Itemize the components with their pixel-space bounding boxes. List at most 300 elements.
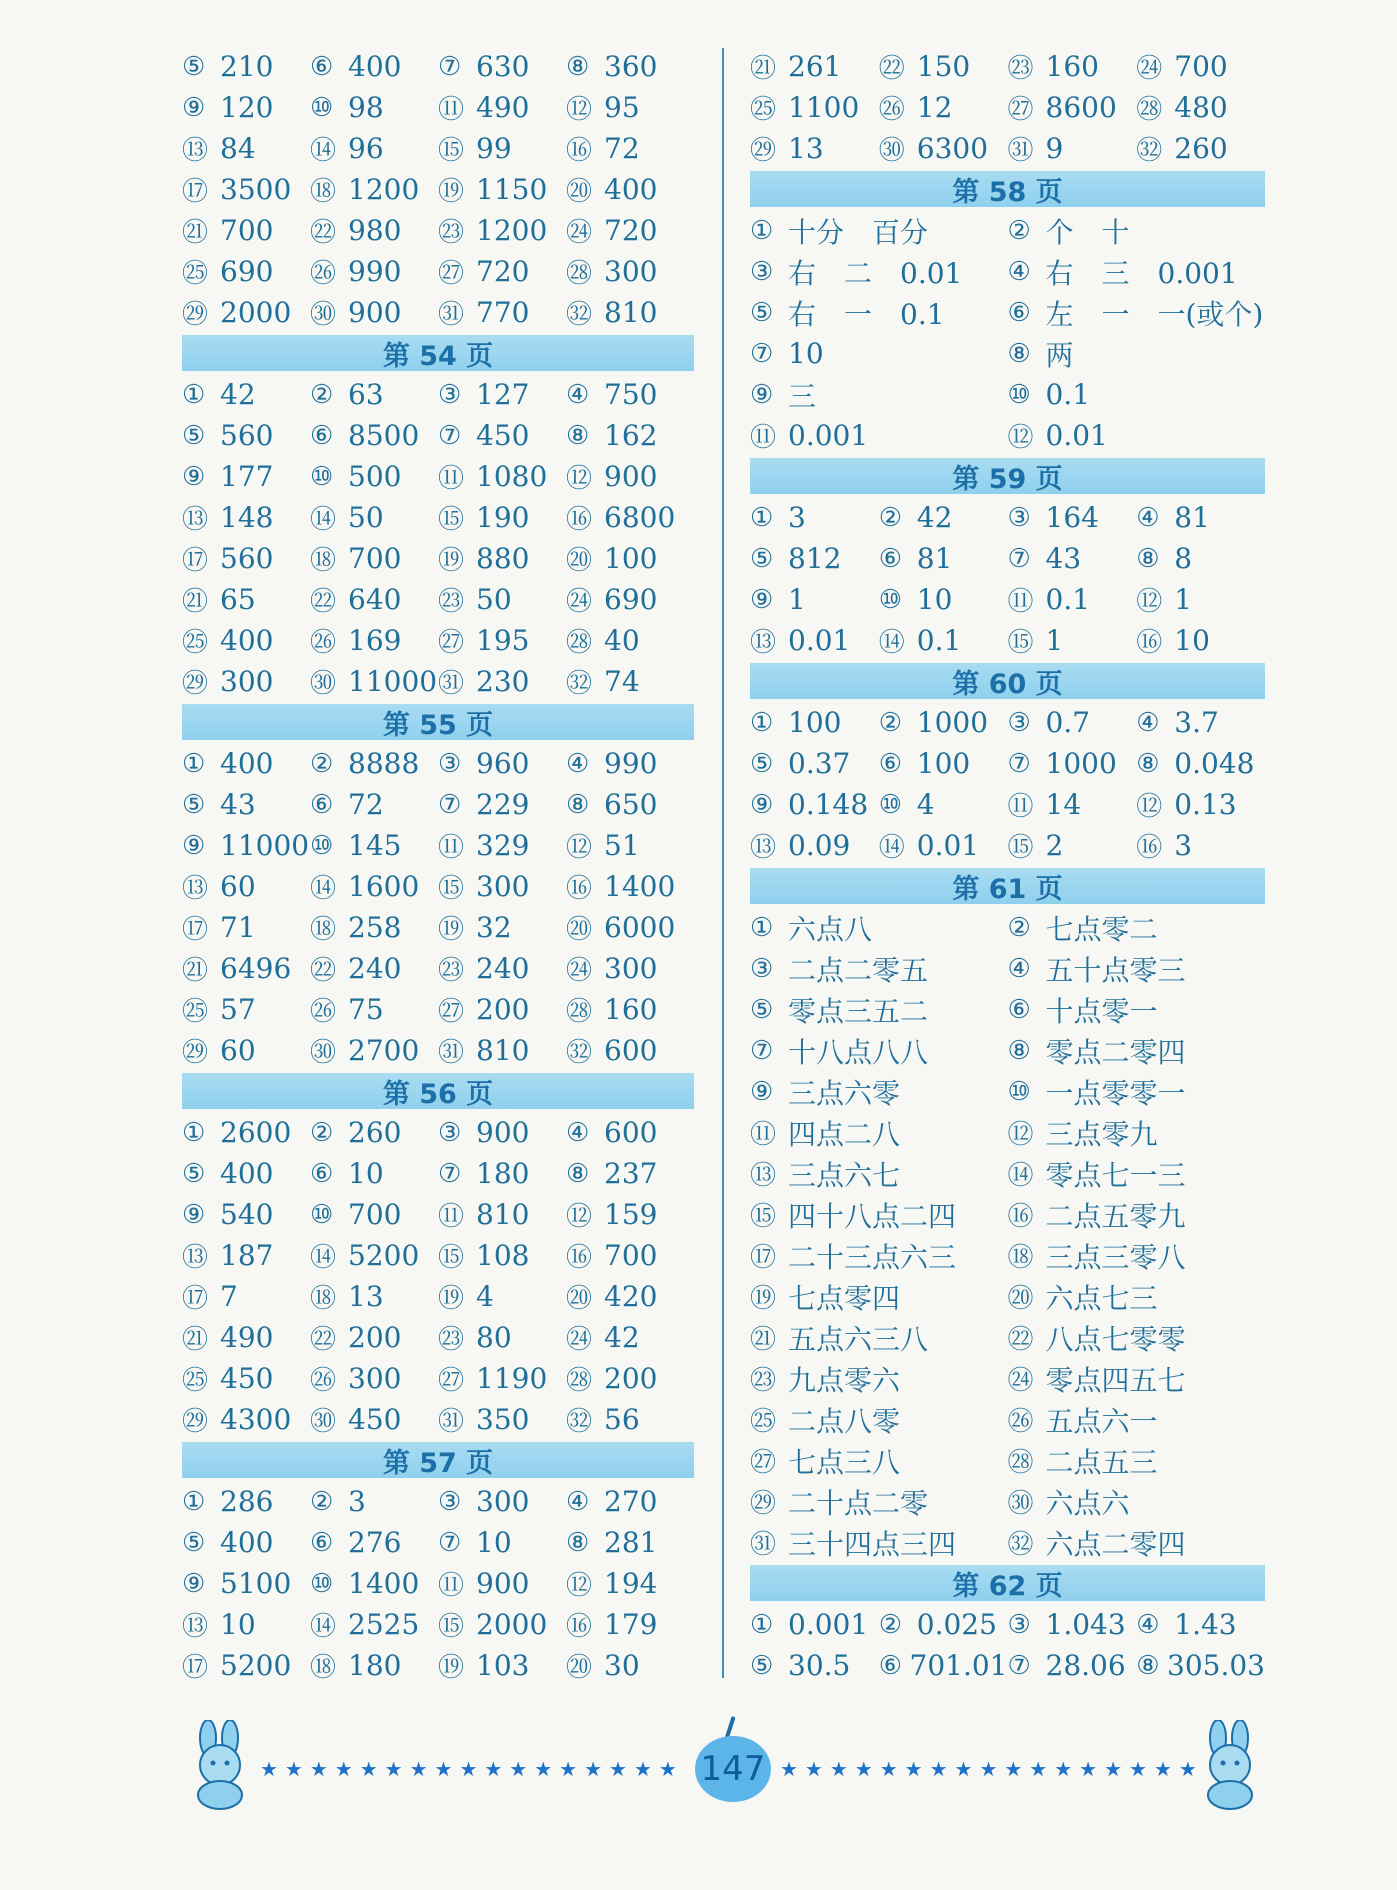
section-header: 第 60 页 — [750, 663, 1265, 699]
question-number: ① — [750, 502, 774, 533]
answer-value: 980 — [348, 214, 402, 247]
question-number: ② — [878, 1609, 903, 1640]
question-number: ⑮ — [438, 874, 465, 904]
answer-value: 600 — [604, 1034, 658, 1067]
answer-item — [566, 419, 694, 452]
answer-item — [310, 91, 438, 124]
answer-value: 1100 — [788, 91, 860, 124]
answer-row — [182, 579, 694, 620]
answer-value: 360 — [604, 50, 658, 83]
question-number: ⑫ — [566, 1571, 593, 1601]
answer-row — [182, 866, 694, 907]
question-number: ① — [750, 215, 774, 246]
question-number: ㉜ — [566, 300, 593, 330]
answer-item — [1008, 334, 1266, 374]
answer-row — [750, 538, 1265, 579]
answer-value: 十八点八八 — [788, 1035, 929, 1069]
question-number: ⑪ — [1007, 792, 1034, 822]
answer-value: 80 — [476, 1321, 512, 1354]
answer-item — [1008, 706, 1137, 739]
answer-item — [182, 991, 310, 1028]
page-footer — [0, 1712, 1397, 1812]
question-number: ㉙ — [182, 1038, 209, 1068]
answer-item — [438, 419, 566, 452]
question-number: ⑯ — [1136, 833, 1163, 863]
answer-value: 零点四五七 — [1045, 1363, 1186, 1397]
question-number: ⑰ — [750, 1243, 777, 1273]
answer-item — [566, 1116, 694, 1149]
answer-value: 700 — [604, 1239, 658, 1272]
answer-value: 三十四点三四 — [788, 1527, 957, 1561]
answer-item — [566, 1319, 694, 1356]
answer-item — [310, 1360, 438, 1397]
question-number: ⑦ — [1007, 748, 1031, 779]
answer-value: 300 — [220, 665, 274, 698]
answer-value: 179 — [604, 1608, 658, 1641]
answer-row — [750, 46, 1265, 87]
answer-item — [310, 950, 438, 987]
question-number: ⑯ — [1007, 1202, 1034, 1232]
question-number: ㉑ — [182, 1325, 209, 1355]
stars-right: ★★★★★★★★★★★★★★★★★ — [780, 1757, 1204, 1781]
answer-row — [182, 374, 694, 415]
answer-item — [750, 908, 1008, 948]
answer-value: 五点六三八 — [788, 1322, 929, 1356]
answer-item — [566, 499, 694, 536]
question-number: ㉖ — [1007, 1407, 1034, 1437]
answer-item — [1136, 622, 1265, 659]
question-number: ㉔ — [1136, 54, 1163, 84]
answer-item — [310, 622, 438, 659]
answer-value: 98 — [348, 91, 384, 124]
question-number: ⑯ — [566, 1612, 593, 1642]
answer-item — [182, 419, 310, 452]
question-number: ㉔ — [1007, 1366, 1034, 1396]
question-number: ⑤ — [182, 1158, 206, 1189]
answer-item — [879, 583, 1008, 616]
question-number: ㉛ — [438, 1407, 465, 1437]
answer-value: 0.148 — [788, 788, 869, 821]
answer-item — [182, 1032, 310, 1069]
answer-item — [1008, 1482, 1266, 1522]
question-number: ⑫ — [1136, 587, 1163, 617]
answer-row — [182, 1522, 694, 1563]
question-number: ⑰ — [182, 177, 209, 207]
question-number: ㉖ — [878, 95, 905, 125]
answer-row — [182, 1563, 694, 1604]
answer-item — [566, 294, 694, 331]
answer-value: 8600 — [1045, 91, 1117, 124]
bunny-icon — [180, 1720, 260, 1810]
answer-item — [566, 868, 694, 905]
question-number: ⑫ — [566, 95, 593, 125]
answer-item — [310, 1116, 438, 1149]
answer-item — [310, 1198, 438, 1231]
answer-item — [566, 89, 694, 126]
answer-item — [566, 1196, 694, 1233]
question-number: ㉘ — [566, 997, 593, 1027]
question-number: ⑤ — [750, 994, 774, 1025]
answer-value: 300 — [476, 1485, 530, 1518]
answer-row — [750, 907, 1265, 948]
answer-item — [750, 252, 1008, 292]
answer-value: 十点零一 — [1045, 994, 1158, 1028]
question-number: ⑨ — [750, 584, 774, 615]
answer-value: 0.001 — [788, 1608, 869, 1641]
question-number: ⑪ — [750, 1120, 777, 1150]
question-number: ㉚ — [310, 1038, 337, 1068]
answer-value: 个 十 — [1045, 215, 1130, 249]
answer-item — [879, 1608, 1008, 1641]
answer-item — [1008, 1523, 1266, 1563]
answer-row — [750, 1399, 1265, 1440]
question-number: ⑭ — [1007, 1161, 1034, 1191]
answer-value: 七点三八 — [788, 1445, 901, 1479]
question-number: ⑭ — [310, 1243, 337, 1273]
answer-value: 145 — [348, 829, 402, 862]
answer-value: 261 — [788, 50, 842, 83]
answer-item — [182, 663, 310, 700]
answer-value: 200 — [476, 993, 530, 1026]
answer-row — [182, 1481, 694, 1522]
answer-item — [1008, 1195, 1266, 1235]
question-number: ⑩ — [310, 461, 334, 492]
answer-item — [750, 89, 879, 126]
question-number: ② — [1007, 215, 1031, 246]
question-number: ㉑ — [750, 54, 777, 84]
answer-item — [1008, 130, 1137, 167]
answer-value: 0.048 — [1174, 747, 1255, 780]
question-number: ② — [310, 379, 334, 410]
answer-value: 195 — [476, 624, 530, 657]
answer-value: 650 — [604, 788, 658, 821]
answer-row — [182, 169, 694, 210]
question-number: ⑮ — [438, 1243, 465, 1273]
question-number: ⑮ — [438, 1612, 465, 1642]
answer-value: 329 — [476, 829, 530, 862]
answer-item — [182, 1606, 310, 1643]
question-number: ⑳ — [566, 915, 593, 945]
answer-value: 990 — [604, 747, 658, 780]
answer-item — [566, 622, 694, 659]
answer-item — [879, 130, 1008, 167]
question-number: ㉔ — [566, 218, 593, 248]
answer-value: 148 — [220, 501, 274, 534]
answer-value: 1080 — [476, 460, 548, 493]
section-header: 第 61 页 — [750, 868, 1265, 904]
answer-item — [438, 458, 566, 495]
answer-item — [438, 1606, 566, 1643]
answer-item — [1136, 581, 1265, 618]
answer-item — [310, 130, 438, 167]
answer-row — [750, 210, 1265, 251]
answer-item — [182, 950, 310, 987]
answer-value: 0.7 — [1045, 706, 1091, 739]
question-number: ⑳ — [566, 1284, 593, 1314]
answer-value: 右 三 0.001 — [1045, 256, 1238, 290]
question-number: ⑤ — [750, 748, 774, 779]
answer-value: 1150 — [476, 173, 548, 206]
answer-value: 42 — [916, 501, 953, 534]
answer-value: 1 — [788, 583, 806, 616]
answer-value: 6800 — [604, 501, 676, 534]
answer-item — [1008, 1072, 1266, 1112]
answer-row — [182, 1276, 694, 1317]
answer-item — [750, 1482, 1008, 1522]
question-number: ㉘ — [1136, 95, 1163, 125]
answer-value: 30 — [604, 1649, 640, 1682]
answer-value: 10 — [476, 1526, 512, 1559]
answer-item — [182, 50, 310, 83]
answer-item — [182, 1567, 310, 1600]
question-number: ⑦ — [1007, 1650, 1031, 1681]
answer-value: 65 — [220, 583, 256, 616]
answer-row — [182, 825, 694, 866]
question-number: ⑪ — [438, 833, 465, 863]
answer-value: 3 — [788, 501, 806, 534]
question-number: ② — [878, 502, 903, 533]
answer-value: 6000 — [604, 911, 676, 944]
answer-item — [182, 460, 310, 493]
question-number: ⑨ — [182, 92, 206, 123]
answer-value: 190 — [476, 501, 530, 534]
answer-item — [750, 1277, 1008, 1317]
question-number: ⑬ — [182, 1243, 209, 1273]
answer-item — [310, 499, 438, 536]
question-number: ㉕ — [182, 1366, 209, 1396]
answer-value: 990 — [348, 255, 402, 288]
section-header: 第 55 页 — [182, 704, 694, 740]
answer-item — [1136, 706, 1265, 739]
answer-item — [182, 1237, 310, 1274]
answer-item — [1136, 89, 1265, 126]
question-number: ⑧ — [566, 51, 590, 82]
answer-item — [438, 171, 566, 208]
question-number: ㉒ — [310, 218, 337, 248]
answer-value: 100 — [604, 542, 658, 575]
question-number: ㉗ — [750, 1448, 777, 1478]
answer-item — [438, 540, 566, 577]
answer-item — [566, 581, 694, 618]
answer-item — [566, 1360, 694, 1397]
question-number: ⑩ — [878, 584, 903, 615]
question-number: ㉒ — [310, 956, 337, 986]
answer-row — [182, 743, 694, 784]
answer-value: 810 — [604, 296, 658, 329]
answer-item — [438, 1196, 566, 1233]
answer-item — [182, 581, 310, 618]
question-number: ③ — [438, 1117, 462, 1148]
answer-item — [1008, 786, 1137, 823]
answer-value: 0.01 — [1045, 419, 1108, 452]
answer-value: 8 — [1174, 542, 1193, 575]
answer-item — [182, 378, 310, 411]
question-number: ㉓ — [438, 1325, 465, 1355]
question-number: ⑬ — [182, 874, 209, 904]
answer-item — [438, 1360, 566, 1397]
question-number: ㉔ — [566, 1325, 593, 1355]
answer-value: 812 — [788, 542, 842, 575]
question-number: ㉜ — [1007, 1530, 1034, 1560]
answer-value: 1600 — [348, 870, 420, 903]
answer-value: 400 — [220, 747, 274, 780]
answer-value: 600 — [604, 1116, 658, 1149]
column-divider — [722, 48, 724, 1678]
answer-item — [310, 1526, 438, 1559]
answer-value: 72 — [604, 132, 640, 165]
answer-value: 450 — [476, 419, 530, 452]
answer-item — [1008, 89, 1137, 126]
answer-value: 2 — [1045, 829, 1064, 862]
answer-value: 720 — [476, 255, 530, 288]
answer-item — [438, 747, 566, 780]
answer-value: 0.01 — [916, 829, 980, 862]
answer-row — [750, 374, 1265, 415]
answer-item — [750, 48, 879, 85]
answer-item — [750, 337, 1008, 370]
question-number: ⑬ — [182, 1612, 209, 1642]
answer-row — [750, 1358, 1265, 1399]
answer-item — [438, 130, 566, 167]
answer-item — [182, 171, 310, 208]
question-number: ⑭ — [310, 874, 337, 904]
question-number: ⑮ — [438, 505, 465, 535]
question-number: ⑯ — [566, 1243, 593, 1273]
question-number: ④ — [1007, 953, 1031, 984]
answer-value: 270 — [604, 1485, 658, 1518]
stars-left: ★★★★★★★★★★★★★★★★★ — [260, 1757, 684, 1781]
question-number: ㉚ — [310, 669, 337, 699]
question-number: ⑭ — [878, 833, 905, 863]
answer-item — [750, 1113, 1008, 1153]
answer-value: 286 — [220, 1485, 274, 1518]
answer-value: 1200 — [476, 214, 548, 247]
answer-item — [566, 458, 694, 495]
answer-item — [1008, 622, 1137, 659]
answer-value: 450 — [220, 1362, 274, 1395]
question-number: ㉘ — [566, 628, 593, 658]
question-number: ① — [182, 1486, 206, 1517]
answer-value: 六点二零四 — [1045, 1527, 1186, 1561]
question-number: ④ — [566, 379, 590, 410]
answer-row — [750, 1030, 1265, 1071]
answer-item — [438, 1565, 566, 1602]
answer-value: 3 — [1174, 829, 1193, 862]
answer-value: 3 — [348, 1485, 366, 1518]
question-number: ㉛ — [1007, 136, 1034, 166]
answer-item — [750, 1154, 1008, 1194]
answer-item — [182, 1198, 310, 1231]
question-number: ⑨ — [182, 1199, 206, 1230]
answer-item — [182, 622, 310, 659]
answer-item — [182, 1278, 310, 1315]
question-number: ⑪ — [438, 95, 465, 125]
answer-item — [750, 706, 879, 739]
answer-value: 42 — [604, 1321, 640, 1354]
answer-item — [1008, 417, 1266, 454]
answer-value: 6300 — [916, 132, 989, 165]
answer-value: 100 — [788, 706, 842, 739]
question-number: ⑤ — [182, 789, 206, 820]
answer-value: 2000 — [220, 296, 292, 329]
answer-value: 540 — [220, 1198, 274, 1231]
question-number: ⑩ — [310, 92, 334, 123]
answer-value: 81 — [916, 542, 953, 575]
answer-value: 0.09 — [788, 829, 851, 862]
answer-item — [438, 1157, 566, 1190]
question-number: ⑩ — [310, 830, 334, 861]
answer-item — [310, 581, 438, 618]
answer-item — [566, 1606, 694, 1643]
answer-value: 1190 — [476, 1362, 548, 1395]
question-number: ㉗ — [438, 1366, 465, 1396]
answer-value: 500 — [348, 460, 402, 493]
answer-value: 11000 — [220, 829, 310, 862]
question-number: ⑮ — [438, 136, 465, 166]
answer-item — [879, 542, 1008, 575]
answer-value: 162 — [604, 419, 658, 452]
answer-item — [1008, 1031, 1266, 1071]
answer-value: 276 — [348, 1526, 402, 1559]
question-number: ⑧ — [566, 1527, 590, 1558]
question-number: ⑯ — [566, 874, 593, 904]
answer-value: 二点八零 — [788, 1404, 901, 1438]
question-number: ㉔ — [566, 587, 593, 617]
question-number: ㉔ — [566, 956, 593, 986]
answer-item — [566, 991, 694, 1028]
answer-value: 4 — [476, 1280, 494, 1313]
question-number: ⑲ — [438, 1653, 465, 1683]
answer-value: 81 — [1174, 501, 1210, 534]
answer-value: 零点三五二 — [788, 994, 929, 1028]
question-number: ⑦ — [750, 338, 774, 369]
answer-item — [438, 950, 566, 987]
answer-value: 177 — [220, 460, 274, 493]
question-number: ② — [310, 1117, 334, 1148]
answer-row — [750, 497, 1265, 538]
answer-item — [750, 1400, 1008, 1440]
answer-value: 1.043 — [1045, 1608, 1126, 1641]
answer-item — [566, 1526, 694, 1559]
answer-value: 400 — [220, 1526, 274, 1559]
answer-item — [182, 868, 310, 905]
answer-value: 9 — [1045, 132, 1064, 165]
answer-item — [182, 1647, 310, 1684]
answer-value: 6496 — [220, 952, 292, 985]
answer-value: 2000 — [476, 1608, 548, 1641]
answer-row — [182, 415, 694, 456]
answer-item — [1136, 1608, 1265, 1641]
question-number: ① — [182, 1117, 206, 1148]
answer-value: 560 — [220, 542, 274, 575]
question-number: ㉛ — [438, 300, 465, 330]
answer-item — [1008, 827, 1137, 864]
answer-value: 281 — [604, 1526, 658, 1559]
answer-item — [1136, 827, 1265, 864]
answer-value: 180 — [476, 1157, 530, 1190]
question-number: ⑲ — [438, 546, 465, 576]
question-number: ㉙ — [182, 300, 209, 330]
answer-item — [1136, 48, 1265, 85]
question-number: ⑲ — [438, 1284, 465, 1314]
answer-value: 160 — [604, 993, 658, 1026]
answer-value: 159 — [604, 1198, 658, 1231]
question-number: ㉓ — [438, 218, 465, 248]
question-number: ⑪ — [438, 464, 465, 494]
answer-item — [750, 1072, 1008, 1112]
answer-item — [310, 1485, 438, 1518]
answer-item — [310, 829, 438, 862]
